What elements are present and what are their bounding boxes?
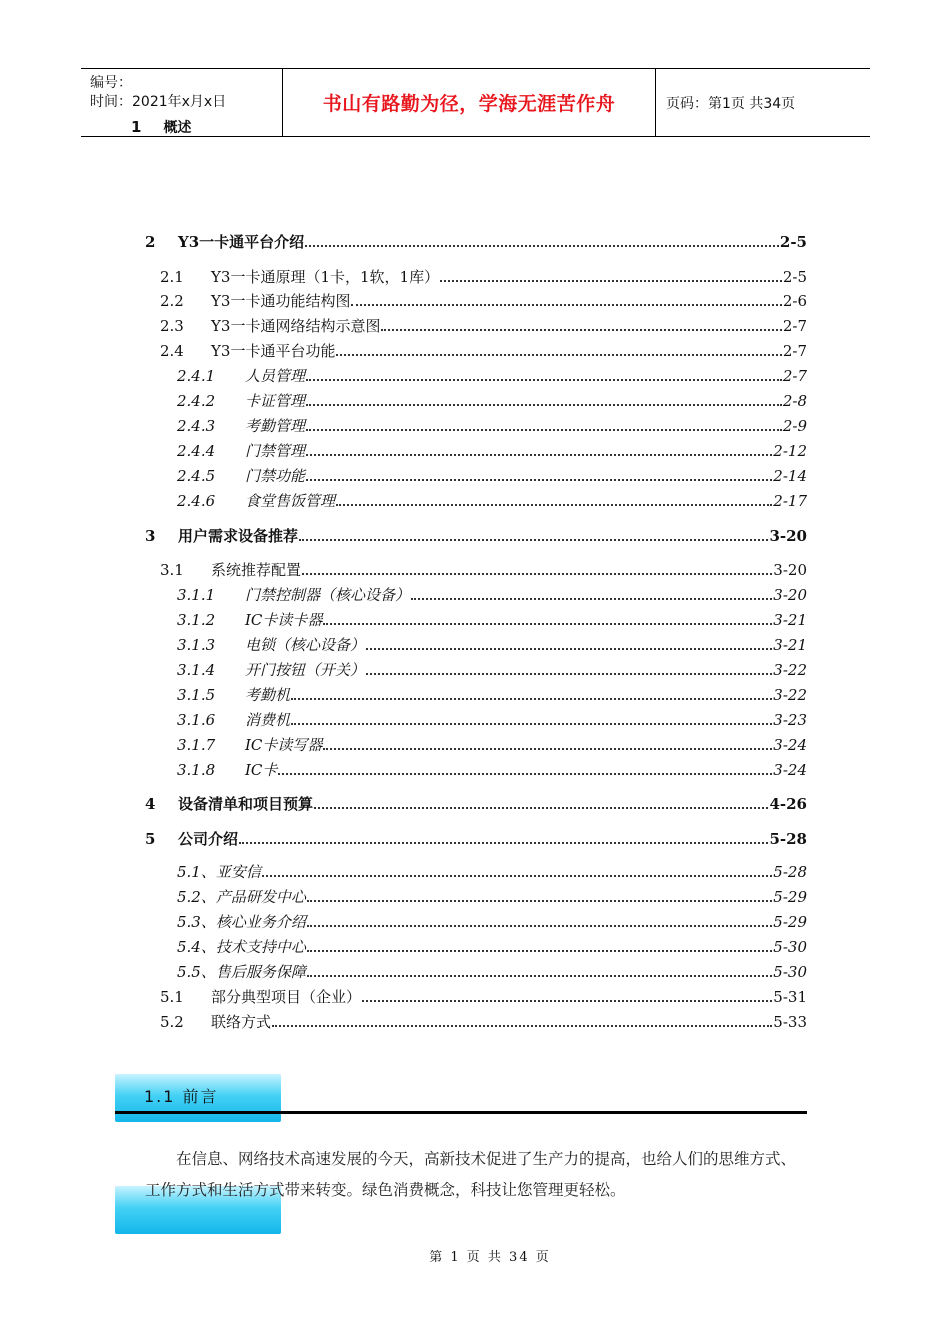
header-motto-cell xyxy=(283,69,656,136)
toc-entry-title: 考勤机 xyxy=(245,686,291,704)
toc-entry-leader-line xyxy=(245,635,807,655)
toc-entry-number: 3.1.3 xyxy=(177,636,216,654)
section-title: 1.1 前言 xyxy=(144,1087,219,1106)
toc-entry[interactable] xyxy=(0,633,950,655)
toc-entry-leader-line xyxy=(245,685,807,705)
toc-entry[interactable] xyxy=(0,860,950,882)
toc-entry-page: 2-8 xyxy=(782,392,807,410)
toc-entry[interactable] xyxy=(0,524,950,546)
toc-entry-leader-line xyxy=(178,232,807,252)
toc-entry-leader-line xyxy=(245,391,807,411)
toc-dot-leader xyxy=(381,329,781,331)
toc-entry-title: 5.4、技术支持中心 xyxy=(177,938,306,956)
toc-entry[interactable] xyxy=(0,230,950,252)
toc-entry-page: 2-7 xyxy=(782,342,807,360)
toc-entry-leader-line xyxy=(211,316,807,336)
toc-entry[interactable] xyxy=(0,708,950,730)
toc-entry[interactable] xyxy=(0,658,950,680)
toc-entry-number: 3 xyxy=(145,527,156,545)
chapter-number: 1 xyxy=(131,118,142,136)
toc-dot-leader xyxy=(323,748,772,750)
toc-entry-leader-line xyxy=(211,291,807,311)
toc-entry-page: 3-23 xyxy=(773,711,807,729)
section-rule xyxy=(115,1111,807,1114)
page-header xyxy=(81,68,870,137)
toc-entry-title: Y3一卡通原理（1卡，1软，1库） xyxy=(211,268,440,286)
toc-entry[interactable] xyxy=(0,935,950,957)
toc-entry-page: 2-9 xyxy=(782,417,807,435)
toc-dot-leader xyxy=(366,648,772,650)
toc-entry-title: Y3一卡通平台功能 xyxy=(211,342,336,360)
serial-label: 编号： xyxy=(90,75,132,91)
toc-dot-leader xyxy=(302,573,772,575)
toc-entry-title: 门禁管理 xyxy=(245,442,306,460)
toc-entry-page: 5-31 xyxy=(773,988,807,1006)
toc-dot-leader xyxy=(366,673,772,675)
toc-dot-leader xyxy=(307,900,772,902)
toc-entry-title: 5.2、产品研发中心 xyxy=(177,888,306,906)
toc-entry-number: 2.4.1 xyxy=(177,367,216,385)
header-page-cell xyxy=(656,69,870,136)
toc-entry[interactable] xyxy=(0,265,950,287)
toc-dot-leader xyxy=(307,975,772,977)
toc-entry-title: 考勤管理 xyxy=(245,417,306,435)
toc-entry[interactable] xyxy=(0,558,950,580)
toc-entry-leader-line xyxy=(245,760,807,780)
toc-entry-title: 食堂售饭管理 xyxy=(245,492,336,510)
toc-dot-leader xyxy=(362,1000,772,1002)
toc-entry[interactable] xyxy=(0,314,950,336)
toc-entry-number: 2.1 xyxy=(160,268,184,286)
toc-entry[interactable] xyxy=(0,910,950,932)
toc-dot-leader xyxy=(314,807,768,809)
toc-entry-page: 3-20 xyxy=(769,527,807,545)
toc-entry-leader-line xyxy=(178,829,807,849)
toc-dot-leader xyxy=(305,245,779,247)
toc-entry[interactable] xyxy=(0,489,950,511)
toc-dot-leader xyxy=(306,479,772,481)
header-meta-cell xyxy=(81,69,283,136)
toc-entry-page: 3-22 xyxy=(773,661,807,679)
toc-entry[interactable] xyxy=(0,364,950,386)
page-info: 页码：第1页 共34页 xyxy=(666,95,796,112)
toc-entry-page: 5-28 xyxy=(773,863,807,881)
toc-dot-leader xyxy=(291,698,772,700)
toc-entry[interactable] xyxy=(0,827,950,849)
toc-entry-leader-line xyxy=(211,560,807,580)
toc-entry-title: 部分典型项目（企业） xyxy=(211,988,362,1006)
toc-entry-leader-line xyxy=(177,912,807,932)
toc-entry-number: 2.4.3 xyxy=(177,417,216,435)
toc-entry-page: 2-12 xyxy=(773,442,807,460)
toc-dot-leader xyxy=(336,354,781,356)
toc-entry-leader-line xyxy=(178,526,807,546)
time-label: 时间：2021年x月x日 xyxy=(90,94,227,110)
toc-dot-leader xyxy=(351,304,781,306)
toc-entry-leader-line xyxy=(245,491,807,511)
toc-entry-leader-line xyxy=(211,267,807,287)
toc-entry[interactable] xyxy=(0,414,950,436)
toc-entry[interactable] xyxy=(0,758,950,780)
toc-entry-page: 3-24 xyxy=(773,761,807,779)
toc-entry-page: 5-29 xyxy=(773,888,807,906)
toc-entry-number: 3.1.1 xyxy=(177,586,216,604)
toc-entry-title: Y3一卡通平台介绍 xyxy=(178,233,305,251)
chapter-heading xyxy=(131,117,191,137)
toc-entry[interactable] xyxy=(0,583,950,605)
toc-entry-leader-line xyxy=(211,987,807,1007)
toc-entry-title: 卡证管理 xyxy=(245,392,306,410)
toc-entry-page: 5-30 xyxy=(773,963,807,981)
toc-entry-page: 3-22 xyxy=(773,686,807,704)
page-footer: 第 1 页 共 34 页 xyxy=(429,1250,551,1265)
toc-entry[interactable] xyxy=(0,960,950,982)
toc-entry[interactable] xyxy=(0,683,950,705)
toc-dot-leader xyxy=(306,379,782,381)
toc-dot-leader xyxy=(291,723,772,725)
toc-entry-title: 系统推荐配置 xyxy=(211,561,302,579)
toc-entry-title: Y3一卡通功能结构图 xyxy=(211,292,351,310)
toc-entry[interactable] xyxy=(0,289,950,311)
chapter-title: 概述 xyxy=(163,120,192,136)
toc-entry-title: 5.3、核心业务介绍 xyxy=(177,913,306,931)
toc-entry-number: 5.1 xyxy=(160,988,184,1006)
toc-entry-number: 2.4.2 xyxy=(177,392,216,410)
toc-entry-leader-line xyxy=(178,794,807,814)
toc-entry-leader-line xyxy=(177,937,807,957)
toc-entry-title: 用户需求设备推荐 xyxy=(178,527,299,545)
toc-entry-number: 2 xyxy=(145,233,156,251)
toc-entry-number: 3.1.7 xyxy=(177,736,216,754)
toc-entry-title: 设备清单和项目预算 xyxy=(178,795,314,813)
toc-dot-leader xyxy=(307,925,772,927)
toc-dot-leader xyxy=(307,950,772,952)
toc-entry-number: 2.2 xyxy=(160,292,184,310)
toc-entry-leader-line xyxy=(245,660,807,680)
toc-entry[interactable] xyxy=(0,464,950,486)
toc-dot-leader xyxy=(299,539,768,541)
toc-entry-page: 2-7 xyxy=(782,367,807,385)
toc-dot-leader xyxy=(306,404,782,406)
toc-entry[interactable] xyxy=(0,1010,950,1032)
toc-entry-title: 5.5、售后服务保障 xyxy=(177,963,306,981)
toc-dot-leader xyxy=(278,773,772,775)
toc-entry[interactable] xyxy=(0,389,950,411)
toc-entry-leader-line xyxy=(177,962,807,982)
toc-entry-title: 门禁功能 xyxy=(245,467,306,485)
toc-entry-leader-line xyxy=(211,1012,807,1032)
toc-entry-leader-line xyxy=(245,366,807,386)
toc-entry-page: 2-5 xyxy=(779,233,807,251)
toc-entry-page: 5-28 xyxy=(769,830,807,848)
toc-entry-leader-line xyxy=(245,585,807,605)
toc-entry-title: 5.1、亚安信 xyxy=(177,863,261,881)
toc-dot-leader xyxy=(411,598,772,600)
toc-entry-page: 3-20 xyxy=(773,586,807,604)
toc-entry[interactable] xyxy=(0,608,950,630)
toc-dot-leader xyxy=(336,504,772,506)
toc-entry[interactable] xyxy=(0,733,950,755)
toc-entry-number: 4 xyxy=(145,795,156,813)
toc-entry[interactable] xyxy=(0,339,950,361)
toc-entry-number: 5 xyxy=(145,830,156,848)
toc-entry-page: 2-7 xyxy=(782,317,807,335)
toc-entry-number: 3.1.8 xyxy=(177,761,216,779)
toc-entry-title: 消费机 xyxy=(245,711,291,729)
toc-entry-number: 3.1.6 xyxy=(177,711,216,729)
toc-entry-page: 2-17 xyxy=(773,492,807,510)
toc-entry-page: 3-21 xyxy=(773,611,807,629)
toc-entry-page: 2-14 xyxy=(773,467,807,485)
toc-entry[interactable] xyxy=(0,885,950,907)
toc-entry-title: IC卡读卡器 xyxy=(245,611,323,629)
toc-entry-number: 2.4 xyxy=(160,342,184,360)
toc-entry-title: 公司介绍 xyxy=(178,830,239,848)
toc-entry-leader-line xyxy=(245,610,807,630)
toc-entry-title: IC卡 xyxy=(245,761,278,779)
toc-entry-page: 5-29 xyxy=(773,913,807,931)
toc-entry-number: 3.1.4 xyxy=(177,661,216,679)
toc-dot-leader xyxy=(440,280,782,282)
toc-dot-leader xyxy=(239,842,768,844)
toc-entry-number: 3.1 xyxy=(160,561,184,579)
toc-entry-leader-line xyxy=(245,710,807,730)
toc-entry-title: 门禁控制器（核心设备） xyxy=(245,586,411,604)
toc-entry-title: IC卡读写器 xyxy=(245,736,323,754)
toc-entry-page: 3-24 xyxy=(773,736,807,754)
toc-entry-title: 开门按钮（开关） xyxy=(245,661,366,679)
toc-entry-title: 人员管理 xyxy=(245,367,306,385)
toc-entry[interactable] xyxy=(0,439,950,461)
toc-entry[interactable] xyxy=(0,792,950,814)
toc-entry-title: Y3一卡通网络结构示意图 xyxy=(211,317,381,335)
toc-entry-page: 3-21 xyxy=(773,636,807,654)
toc-dot-leader xyxy=(272,1025,772,1027)
toc-entry-title: 电锁（核心设备） xyxy=(245,636,366,654)
toc-entry[interactable] xyxy=(0,985,950,1007)
toc-entry-number: 2.4.4 xyxy=(177,442,216,460)
toc-entry-leader-line xyxy=(177,862,807,882)
toc-dot-leader xyxy=(323,623,772,625)
toc-entry-leader-line xyxy=(177,887,807,907)
motto: 书山有路勤为径，学海无涯苦作舟 xyxy=(322,93,616,115)
toc-entry-number: 3.1.5 xyxy=(177,686,216,704)
toc-entry-leader-line xyxy=(211,341,807,361)
toc-entry-number: 3.1.2 xyxy=(177,611,216,629)
toc-entry-page: 5-33 xyxy=(773,1013,807,1031)
toc-entry-leader-line xyxy=(245,441,807,461)
toc-dot-leader xyxy=(306,454,772,456)
toc-entry-leader-line xyxy=(245,416,807,436)
toc-entry-leader-line xyxy=(245,466,807,486)
toc-entry-page: 2-5 xyxy=(782,268,807,286)
intro-paragraph: 在信息、网络技术高速发展的今天，高新技术促进了生产力的提高，也给人们的思维方式、工作方式和生活方式带来转变。绿色消费概念，科技让您管理更轻松。 xyxy=(145,1150,797,1199)
toc-entry-title: 联络方式 xyxy=(211,1013,272,1031)
toc-entry-page: 5-30 xyxy=(773,938,807,956)
toc-dot-leader xyxy=(306,429,782,431)
toc-entry-page: 2-6 xyxy=(782,292,807,310)
toc-entry-page: 4-26 xyxy=(769,795,807,813)
toc-entry-number: 2.3 xyxy=(160,317,184,335)
toc-dot-leader xyxy=(262,875,772,877)
toc-entry-number: 5.2 xyxy=(160,1013,184,1031)
toc-entry-number: 2.4.6 xyxy=(177,492,216,510)
toc-entry-leader-line xyxy=(245,735,807,755)
toc-entry-page: 3-20 xyxy=(773,561,807,579)
toc-entry-number: 2.4.5 xyxy=(177,467,216,485)
